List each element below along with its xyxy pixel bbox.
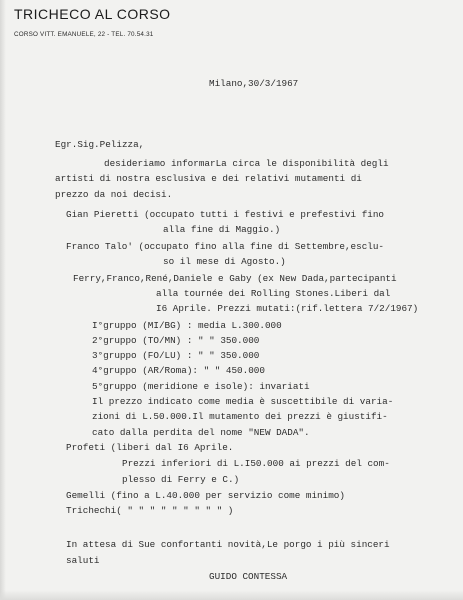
price-group-2: 2°gruppo (TO/MN) : " " 350.000 [92,335,260,346]
place-date: Milano,30/3/1967 [209,78,299,89]
artist-profeti-cont: Prezzi inferiori di L.I50.000 ai prezzi del com- [122,458,390,469]
intro-line: desideriamo informarLa circa le disponibilità degli [104,158,389,169]
artist-pieretti-cont: alla fine di Maggio.) [163,224,281,235]
artist-gemelli: Gemelli (fino a L.40.000 per servizio come minimo) [66,490,345,501]
artist-ferry: Ferry,Franco,René,Daniele e Gaby (ex New Dada,partecipanti [73,273,397,284]
artist-pieretti: Gian Pieretti (occupato tutti i festivi e prefestivi fino [66,209,385,220]
artist-profeti: Profeti (liberi dal I6 Aprile. [66,442,234,453]
price-note: Il prezzo indicato come media è suscettibile di varia- [92,396,394,407]
price-group-3: 3°gruppo (FO/LU) : " " 350.000 [92,350,260,361]
artist-ferry-cont: alla tournée dei Rolling Stones.Liberi dal [156,288,391,299]
price-group-5: 5°gruppo (meridione e isole): invariati [92,381,310,392]
artist-talo: Franco Talo' (occupato fino alla fine di Settembre,esclu- [66,241,385,252]
intro-line: artisti di nostra esclusiva e dei relativi mutamenti di [55,173,362,184]
intro-line: prezzo da noi decisi. [55,189,173,200]
price-group-1: I°gruppo (MI/BG) : media L.300.000 [92,320,282,331]
artist-talo-cont: so il mese di Agosto.) [163,256,286,267]
price-note: zioni di L.50.000.Il mutamento dei prezzi è giustifi- [92,411,388,422]
artist-profeti-cont: plesso di Ferry e C.) [122,474,240,485]
letterhead-name: TRICHECO AL CORSO [14,6,171,22]
closing-line: In attesa di Sue confortanti novità,Le porgo i più sinceri [66,539,390,550]
closing-line: saluti [66,555,100,566]
signature-name: GUIDO CONTESSA [209,571,288,582]
salutation: Egr.Sig.Pelizza, [55,139,145,150]
letterhead-address: CORSO VITT. EMANUELE, 22 - TEL. 70.54.31 [14,31,154,38]
price-note: cato dalla perdita del nome "NEW DADA". [92,427,310,438]
artist-ferry-cont: I6 Aprile. Prezzi mutati:(rif.lettera 7/2/1967) [156,303,419,314]
page-edge-shadow [0,0,6,600]
page-bottom-shadow [0,590,463,600]
artist-trichechi: Trichechi( " " " " " " " " " ) [66,505,234,516]
price-group-4: 4°gruppo (AR/Roma): " " 450.000 [92,365,265,376]
